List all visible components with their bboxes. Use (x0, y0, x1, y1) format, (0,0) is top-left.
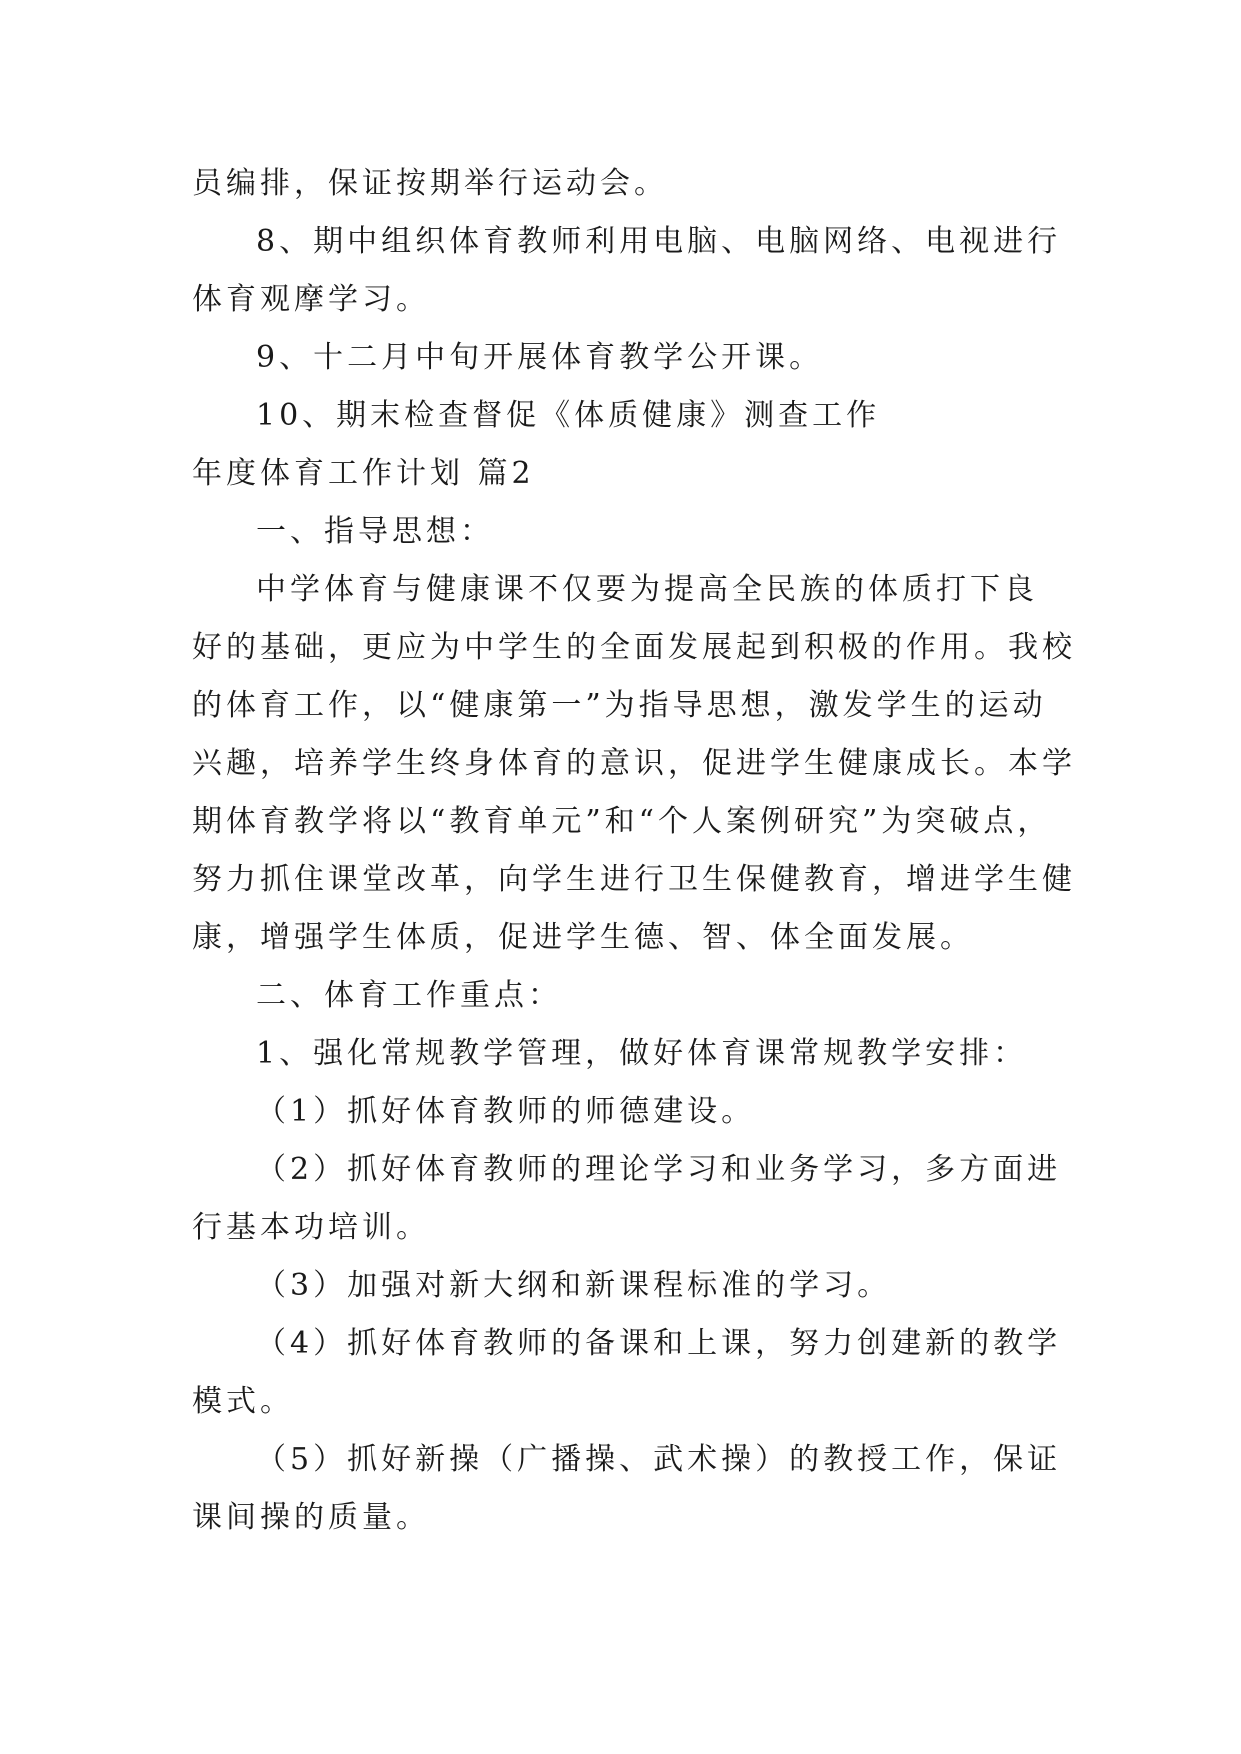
text-line: （2）抓好体育教师的理论学习和业务学习，多方面进 (256, 1152, 1062, 1187)
text-line: （3）加强对新大纲和新课程标准的学习。 (256, 1268, 892, 1303)
text-line: 课间操的质量。 (192, 1500, 430, 1535)
text-line: 中学体育与健康课不仅要为提高全民族的体质打下良 (256, 572, 1038, 607)
text-line: （1）抓好体育教师的师德建设。 (256, 1094, 756, 1129)
text-line: 8、期中组织体育教师利用电脑、电脑网络、电视进行 (256, 224, 1062, 259)
text-line: 10、期末检查督促《体质健康》测查工作 (256, 398, 881, 433)
text-line: 好的基础，更应为中学生的全面发展起到积极的作用。我校 (192, 630, 1076, 665)
text-line: 康，增强学生体质，促进学生德、智、体全面发展。 (192, 920, 974, 955)
text-line: 努力抓住课堂改革，向学生进行卫生保健教育，增进学生健 (192, 862, 1076, 897)
text-line: （4）抓好体育教师的备课和上课，努力创建新的教学 (256, 1326, 1062, 1361)
text-line: 员编排，保证按期举行运动会。 (192, 166, 668, 201)
text-line: 9、十二月中旬开展体育教学公开课。 (256, 340, 824, 375)
text-line: 行基本功培训。 (192, 1210, 430, 1245)
text-line: 期体育教学将以“教育单元”和“个人案例研究”为突破点， (192, 804, 1052, 839)
text-line: （5）抓好新操（广播操、武术操）的教授工作，保证 (256, 1442, 1062, 1477)
text-line: 模式。 (192, 1384, 294, 1419)
section-heading: 年度体育工作计划 篇2 (192, 456, 535, 491)
text-line: 的体育工作，以“健康第一”为指导思想，激发学生的运动 (192, 688, 1047, 723)
text-line: 1、强化常规教学管理，做好体育课常规教学安排： (256, 1036, 1028, 1071)
text-line: 体育观摩学习。 (192, 282, 430, 317)
text-line: 二、体育工作重点： (256, 978, 562, 1013)
text-line: 兴趣，培养学生终身体育的意识，促进学生健康成长。本学 (192, 746, 1076, 781)
text-line: 一、指导思想： (256, 514, 494, 549)
